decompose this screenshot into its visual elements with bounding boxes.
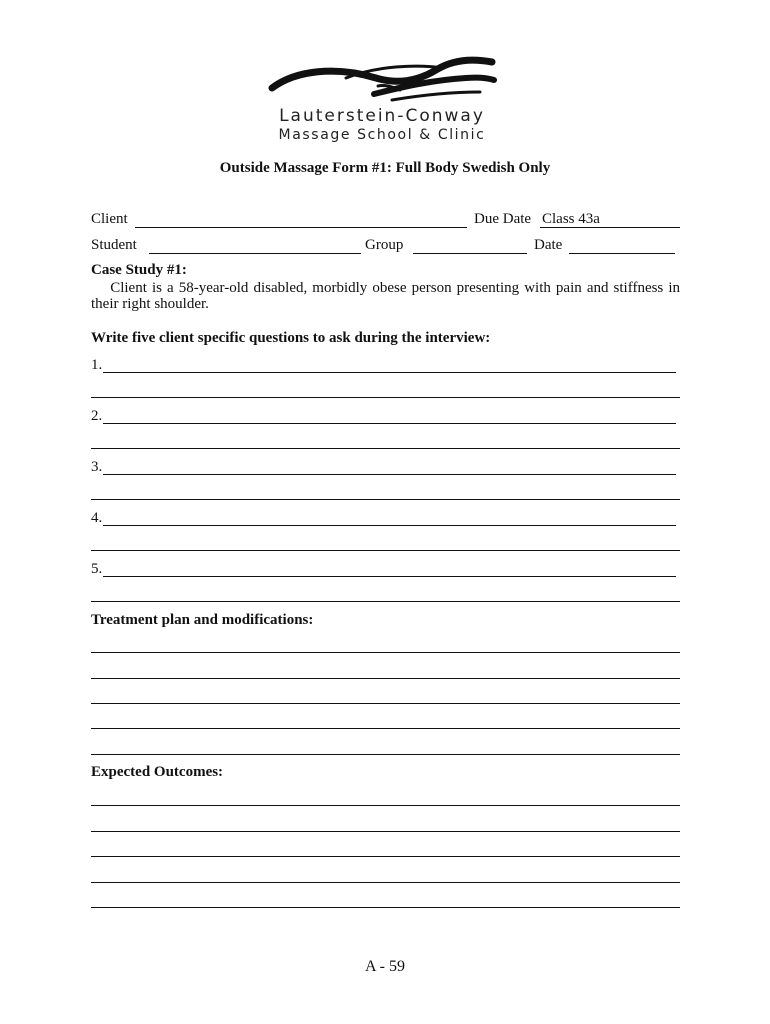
treatment-answer-line[interactable] xyxy=(91,754,680,755)
form-title: Outside Massage Form #1: Full Body Swedish Only xyxy=(219,160,551,176)
treatment-answer-line[interactable] xyxy=(91,678,680,679)
outcomes-answer-line[interactable] xyxy=(91,805,680,806)
due-date-value: Class 43a xyxy=(542,211,600,227)
due-date-label: Due Date xyxy=(474,211,532,227)
question-number: 4. xyxy=(91,510,103,526)
case-study-text xyxy=(91,280,680,312)
student-label: Student xyxy=(91,237,137,253)
group-field[interactable] xyxy=(413,237,527,254)
outcomes-answer-line[interactable] xyxy=(91,856,680,857)
case-study-description: Client is a 58-year-old disabled, morbidly obese person presenting with pain and stiffness in their right shoulder. xyxy=(91,280,681,312)
question-number: 5. xyxy=(91,561,103,577)
logo-school-name: Lauterstein-Conway xyxy=(279,106,485,126)
question-number: 1. xyxy=(91,357,103,373)
question-answer-line[interactable] xyxy=(91,601,680,602)
logo-school-subtitle: Massage School & Clinic xyxy=(278,127,486,143)
question-answer-line[interactable] xyxy=(91,397,680,398)
question-answer-line[interactable] xyxy=(103,474,676,475)
date-field[interactable] xyxy=(569,237,675,254)
treatment-answer-line[interactable] xyxy=(91,728,680,729)
client-field[interactable] xyxy=(135,211,467,228)
student-row xyxy=(91,237,680,257)
question-answer-line[interactable] xyxy=(91,550,680,551)
treatment-heading: Treatment plan and modifications: xyxy=(91,612,314,628)
client-label: Client xyxy=(91,211,128,227)
client-row xyxy=(91,211,680,231)
question-answer-line[interactable] xyxy=(103,576,676,577)
question-number: 3. xyxy=(91,459,103,475)
case-study-heading: Case Study #1: xyxy=(91,262,187,278)
question-answer-line[interactable] xyxy=(103,372,676,373)
question-number: 2. xyxy=(91,408,103,424)
wave-logo-icon xyxy=(266,48,498,104)
outcomes-answer-line[interactable] xyxy=(91,831,680,832)
student-field[interactable] xyxy=(149,237,361,254)
due-date-field[interactable] xyxy=(540,211,680,228)
page-number: A - 59 xyxy=(365,958,405,975)
outcomes-heading: Expected Outcomes: xyxy=(91,764,224,780)
question-answer-line[interactable] xyxy=(103,525,676,526)
outcomes-answer-line[interactable] xyxy=(91,907,680,908)
question-answer-line[interactable] xyxy=(91,499,680,500)
question-answer-line[interactable] xyxy=(103,423,676,424)
school-logo xyxy=(262,48,502,143)
treatment-answer-line[interactable] xyxy=(91,652,680,653)
group-label: Group xyxy=(365,237,404,253)
questions-heading: Write five client specific questions to ask during the interview: xyxy=(91,330,491,346)
date-label: Date xyxy=(534,237,563,253)
question-answer-line[interactable] xyxy=(91,448,680,449)
outcomes-answer-line[interactable] xyxy=(91,882,680,883)
treatment-answer-line[interactable] xyxy=(91,703,680,704)
